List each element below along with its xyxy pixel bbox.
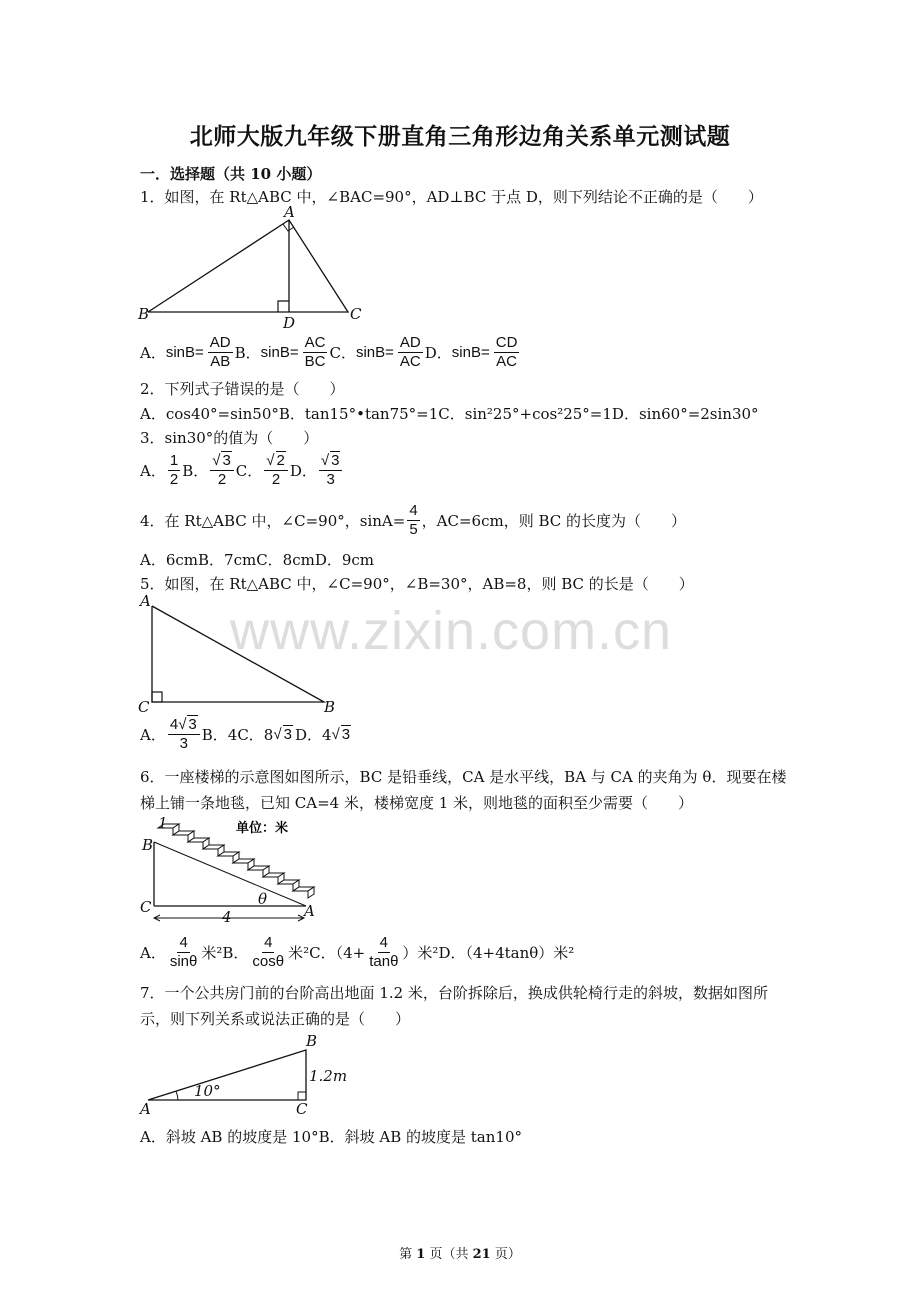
fraction: $\frac{AD}{AB}$ — [209, 334, 231, 370]
question-4-stem: 4．在 Rt△ABC 中，∠C=90°，sinA= $\frac{4}{5}$ ，AC=6cm，则 BC 的长度为（ ） — [140, 502, 687, 538]
fraction: $\frac{AD}{AC}$ — [399, 334, 421, 370]
question-2-options: A．cos40°=sin50°B．tan15°•tan75°=1C．sin²25°+cos²25°=1D．sin60°=2sin30° — [140, 405, 759, 423]
label-c: C — [140, 898, 152, 916]
page-footer: 第 1 页（共 21 页） — [399, 1247, 521, 1262]
question-7-stem: 7．一个公共房门前的台阶高出地面 1.2 米，台阶拆除后，换成供轮椅行走的斜坡，数据如图所示，则下列关系或说法正确的是（ ） — [140, 984, 768, 1028]
label-theta: θ — [258, 890, 268, 908]
question-1-stem: 1．如图，在 Rt△ABC 中，∠BAC=90°，AD⊥BC 于点 D，则下列结论不正确的是（ ） — [140, 188, 763, 206]
question-6-options: A． $\frac{4}{\sin\theta}$ 米² B． $\frac{4}{\cos\theta}$ 米² C．（4+ $\frac{4}{\tan\theta}$ ）米² D．（4+4tanθ）米² — [140, 934, 575, 970]
question-4-options: A．6cmB．7cmC．8cmD．9cm — [140, 551, 375, 569]
question-7-options: A．斜坡 AB 的坡度是 10°B．斜坡 AB 的坡度是 tan10° — [140, 1128, 522, 1146]
section-heading: 一．选择题（共 10 小题） — [140, 165, 322, 183]
label-b: B — [324, 698, 336, 714]
fraction: $\frac{4}{\cos\theta}$ — [252, 934, 285, 970]
fraction: $\frac{4√ 3}{3}$ — [168, 716, 200, 753]
label-a: A — [140, 592, 151, 610]
label-b: B — [138, 305, 150, 323]
label-c: C — [296, 1100, 308, 1118]
unit-label: 单位：米 — [236, 821, 289, 836]
question-6-stem: 6．一座楼梯的示意图如图所示，BC 是铅垂线，CA 是水平线，BA 与 CA 的夹角为 θ．现要在楼梯上铺一条地毯，已知 CA=4 米，楼梯宽度 1 米，则地毯的面积至少需要（ ） — [140, 768, 787, 812]
label-height: 1.2m — [309, 1067, 348, 1085]
fraction: $\frac{AC}{BC}$ — [304, 334, 326, 370]
label-a: A — [304, 902, 315, 920]
question-1-options: A． sinB= $\frac{AD}{AB}$ B． sinB= $\frac{AC}{BC}$ C． sinB= $\frac{AD}{AC}$ D． sinB= $\frac{CD}{AC}$ — [140, 334, 518, 370]
watermark: www.zixin.com.cn — [230, 601, 673, 661]
fraction: $\frac{4}{\sin\theta}$ — [169, 934, 198, 970]
label-b: B — [306, 1032, 318, 1050]
label-length: 4 — [222, 908, 232, 926]
fraction: $\frac{√ 3}{3}$ — [319, 452, 343, 489]
fraction: $\frac{√ 2}{2}$ — [264, 452, 288, 489]
question-5-triangle-figure — [136, 592, 346, 714]
label-c: C — [138, 698, 150, 714]
label-c: C — [350, 305, 362, 323]
label-a: A — [284, 204, 295, 221]
fraction: $\frac{1}{2}$ — [169, 452, 179, 488]
question-3-options: A． $\frac{1}{2}$ B． $\frac{√ 3}{2}$ C． $\frac{√ 2}{2}$ D． $\frac{√ 3}{3}$ — [140, 452, 344, 489]
label-b: B — [142, 836, 154, 854]
label-a: A — [140, 1100, 151, 1118]
label-angle: 10° — [194, 1082, 221, 1100]
question-3-stem: 3．sin30°的值为（ ） — [140, 429, 319, 447]
question-2-stem: 2．下列式子错误的是（ ） — [140, 380, 345, 398]
fraction: $\frac{√ 3}{2}$ — [210, 452, 234, 489]
fraction: $\frac{CD}{AC}$ — [495, 334, 518, 370]
question-1-triangle-figure — [136, 204, 376, 332]
question-7-slope-figure — [136, 1032, 366, 1120]
fraction: $\frac{4}{\tan\theta}$ — [369, 934, 399, 970]
question-6-staircase-figure — [136, 814, 366, 926]
page-title: 北师大版九年级下册直角三角形边角关系单元测试题 — [189, 123, 731, 150]
fraction: $\frac{4}{5}$ — [409, 502, 418, 538]
question-5-options: A． $\frac{4√ 3}{3}$ B．4C．8 √ 3 D．4 √ 3 — [140, 716, 351, 752]
label-d: D — [283, 314, 296, 332]
label-width: 1 — [158, 814, 168, 832]
question-5-stem: 5．如图，在 Rt△ABC 中，∠C=90°，∠B=30°，AB=8，则 BC 的长是（ ） — [140, 575, 694, 593]
